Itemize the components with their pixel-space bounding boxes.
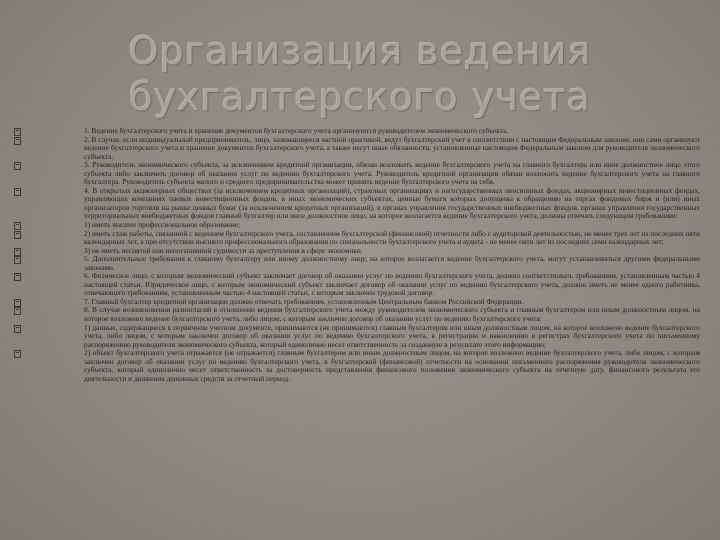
list-item <box>14 136 700 162</box>
list-item-text: 3. Руководитель экономического субъекта, за исключением кредитной организации, обязан возложить ведение бухгалтерского учета на главного бухгалтера или иное должностное лицо этого субъекта либо заключить договор об оказании услуг по ведению бухгалтерского учета. Руководитель кредитной организации обязан возложить ведение бухгалтерского учета на главного бухгалтера. Руководитель субъекта малого и среднего предпринимательства может принять ведение бухгалтерского учета на себя. <box>84 160 700 187</box>
list-item <box>14 306 700 323</box>
bullet-icon <box>14 350 21 358</box>
list-item <box>14 161 700 187</box>
list-item-text: 3) не иметь неснятой или непогашенной судимости за преступления в сфере экономики. <box>84 245 363 255</box>
list-item-text: 1) данные, содержащиеся в первичном учетном документе, принимаются (не принимаются) главным бухгалтером или иным должностным лицом, на которое возложено ведение бухгалтерского учета, либо лицом, с которым заключен договор об оказании услуг по ведению бухгалтерского учета, к регистрации и накоплению в регистрах бухгалтерского учета по письменному распоряжению руководителя экономического субъекта, который единолично несет ответственность за созданную в результате этого информацию; <box>84 322 700 349</box>
list-item-text: 2) иметь стаж работы, связанной с ведением бухгалтерского учета, составлением бухгалтерской (финансовой) отчетности либо с аудиторской деятельностью, не менее трех лет из последних пяти календарных лет, а при отсутствии высшего профессионального образования по специальности бухгалтерского учета и аудита - не менее пяти лет из последних семи календарных лет; <box>84 228 700 247</box>
bullet-icon <box>14 188 21 196</box>
list-item-text: 6. Физическое лицо, с которым экономический субъект заключает договор об оказании услуг по ведению бухгалтерского учета, должно соответствовать требованиям, установленным частью 4 настоящей статьи. Юридическое лицо, с которым экономический субъект заключает договор об оказании услуг по ведению бухгалтерского учета, должно иметь не менее одного работника, отвечающего требованиям, установленным частью 4 настоящей статьи, с которым заключен трудовой договор. <box>84 271 700 298</box>
list-item <box>14 187 700 221</box>
bullet-list <box>14 127 700 527</box>
list-item-text: 4. В открытых акционерных обществах (за исключением кредитных организаций), страховых организациях и негосударственных пенсионных фондах, акционерных инвестиционных фондах, управляющих компаниях паевых инвестиционных фондов, в иных экономических субъектах, ценные бумаги которых допущены к обращению на торгах фондовых бирж и (или) иных организаторов торговли на рынке ценных бумаг (за исключением кредитных организаций), в органах управления государственных внебюджетных фондов, органах управления государственных территориальных внебюджетных фондов главный бухгалтер или иное должностное лицо, на которое возлагается ведение бухгалтерского учета, должны отвечать следующим требованиям: <box>84 185 700 221</box>
bullet-icon <box>14 256 21 264</box>
bullet-icon <box>14 162 21 170</box>
list-item-text: 2) объект бухгалтерского учета отражается (не отражается) главным бухгалтером или иным должностным лицом, на которое возложено ведение бухгалтерского учета, либо лицом, с которым заключен договор об оказании услуг по ведению бухгалтерского учета, в бухгалтерской (финансовой) отчетности на основании письменного распоряжения руководителя экономического субъекта, который единолично несет ответственность за достоверность представления финансового положения экономического субъекта на отчетную дату, финансового результата его деятельности и движения денежных средств за отчетный период. <box>84 348 700 383</box>
bullet-icon <box>14 325 21 333</box>
title-line-1: Организация ведения <box>128 29 592 73</box>
slide-title <box>0 28 720 120</box>
bullet-icon <box>14 273 21 281</box>
bullet-icon <box>14 137 21 145</box>
list-item-text: 1. Ведение бухгалтерского учета и хранение документов бухгалтерского учета организуются руководителем экономического субъекта. <box>84 127 509 135</box>
list-item-text: 1) иметь высшее профессиональное образование; <box>84 220 241 230</box>
list-item <box>14 255 700 272</box>
list-item <box>14 324 700 350</box>
list-item-text: 7. Главный бухгалтер кредитной организации должен отвечать требованиям, установленным Центральным банком Российской Федерации. <box>84 296 524 306</box>
list-item <box>14 230 700 247</box>
bullet-icon <box>14 307 21 315</box>
list-item-text: 8. В случае возникновения разногласий в отношении ведения бухгалтерского учета между руководителем экономического субъекта и главным бухгалтером или иным должностным лицом, на которое возложено ведение бухгалтерского учета, либо лицом, с которым заключен договор об оказании услуг по ведению бухгалтерского учета: <box>84 305 700 324</box>
list-item-text: 2. В случае, если индивидуальный предприниматель, лицо, занимающееся частной практикой, ведут бухгалтерский учет в соответствии с настоящим Федеральным законом, они сами организуют ведение бухгалтерского учета и хранение документов бухгалтерского учета, а также несут иные обязанности, установленные настоящим Федеральным законом для руководителя экономического субъекта. <box>84 134 700 161</box>
list-item-text: 5. Дополнительные требования к главному бухгалтеру или иному должностному лицу, на которое возлагается ведение бухгалтерского учета, могут устанавливаться другими федеральными законами. <box>84 254 700 272</box>
bullet-icon <box>14 231 21 239</box>
list-item <box>14 349 700 383</box>
list-item <box>14 272 700 298</box>
title-line-2: бухгалтерского учета <box>129 75 591 119</box>
